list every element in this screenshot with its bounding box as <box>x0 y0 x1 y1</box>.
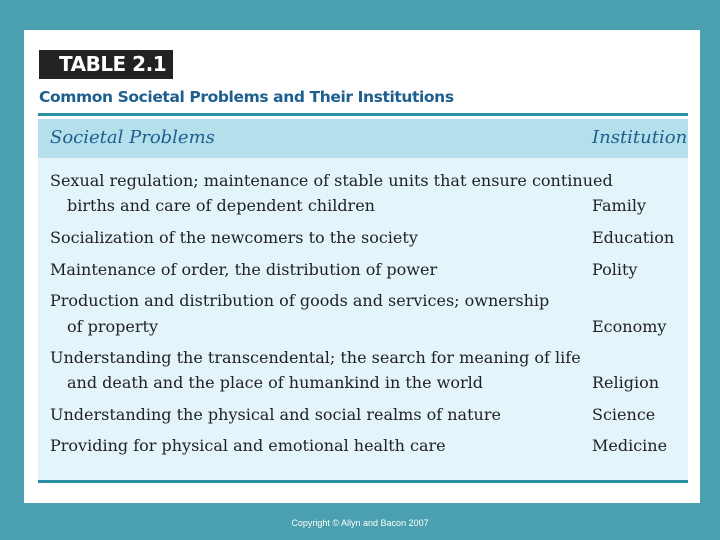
header-societal-problems: Societal Problems <box>50 127 215 148</box>
header-institution: Institution <box>592 127 688 148</box>
row-institution-polity: Polity <box>592 260 638 279</box>
table-header <box>38 119 688 158</box>
row-problem-family-line2: births and care of dependent children <box>67 196 375 215</box>
row-problem-economy-line1: Production and distribution of goods and services; ownership <box>50 291 550 310</box>
row-problem-medicine: Providing for physical and emotional health care <box>50 436 446 455</box>
row-problem-family-line1: Sexual regulation; maintenance of stable units that ensure continued <box>50 171 613 190</box>
table-title: Common Societal Problems and Their Institutions <box>39 88 454 106</box>
title-rule <box>38 113 688 116</box>
copyright-notice: Copyright © Allyn and Bacon 2007 <box>291 518 429 528</box>
row-problem-religion-line2: and death and the place of humankind in the world <box>67 373 483 392</box>
row-institution-religion: Religion <box>592 373 660 392</box>
slide <box>24 30 700 503</box>
row-problem-economy-line2: of property <box>67 317 158 336</box>
row-problem-polity: Maintenance of order, the distribution of power <box>50 260 438 279</box>
row-problem-religion-line1: Understanding the transcendental; the search for meaning of life <box>50 348 581 367</box>
societal-problems-table <box>38 119 688 480</box>
row-institution-science: Science <box>592 405 656 424</box>
row-institution-economy: Economy <box>592 317 667 336</box>
row-problem-science: Understanding the physical and social realms of nature <box>50 405 501 424</box>
row-institution-education: Education <box>592 228 675 247</box>
row-institution-medicine: Medicine <box>592 436 668 455</box>
bottom-rule <box>38 480 688 483</box>
row-problem-education: Socialization of the newcomers to the society <box>50 228 418 247</box>
row-institution-family: Family <box>592 196 646 215</box>
table-label: TABLE 2.1 <box>39 50 173 79</box>
